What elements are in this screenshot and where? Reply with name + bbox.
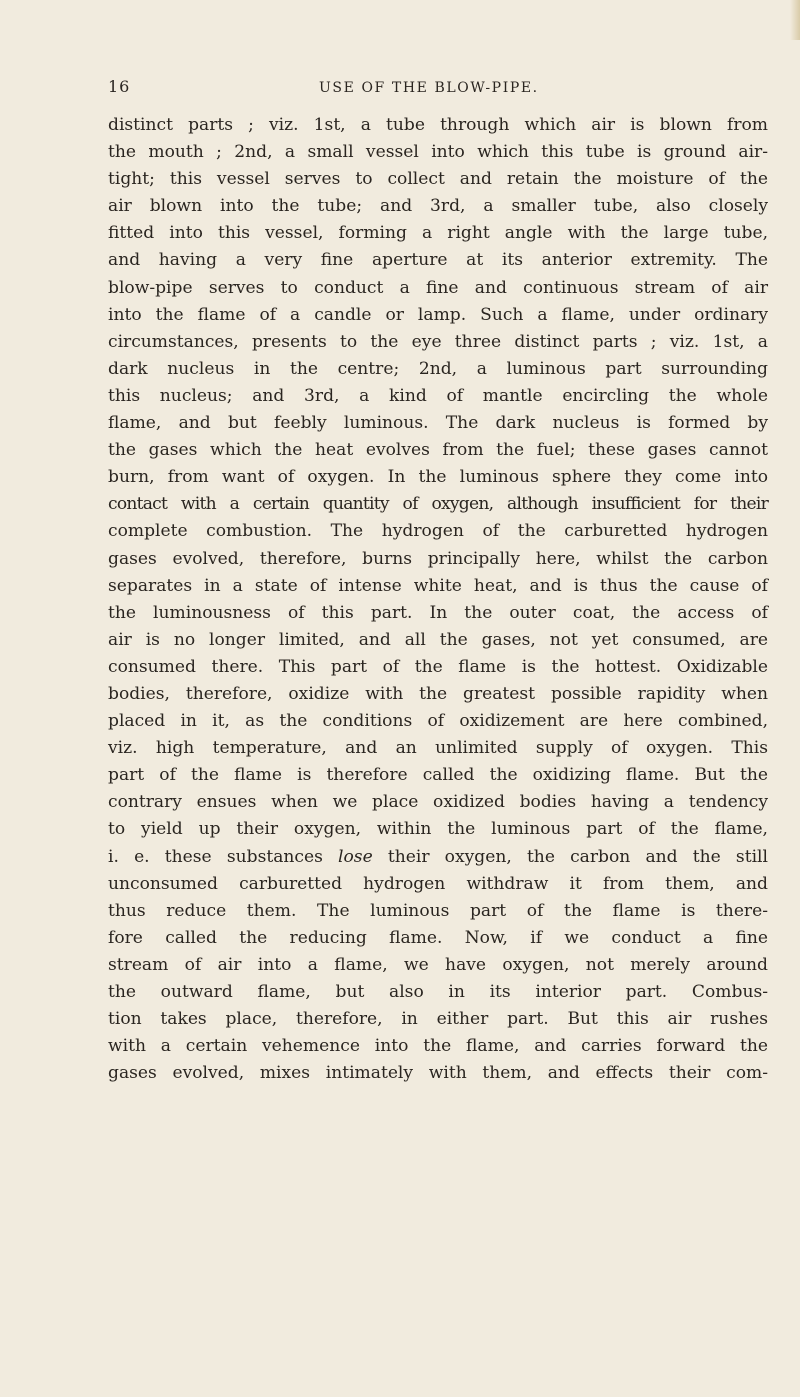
text-line: the luminousness of this part. In the outer coat, the access of xyxy=(108,602,768,623)
text-line: air blown into the tube; and 3rd, a smaller tube, also closely xyxy=(108,196,768,217)
italic-word: lose xyxy=(338,846,373,867)
running-head: USE OF THE BLOW-PIPE. xyxy=(319,80,539,96)
text-line: gases evolved, mixes intimately with them, and effects their com- xyxy=(108,1063,768,1084)
text-line: thus reduce them. The luminous part of the flame is there- xyxy=(108,900,768,921)
text-line: tion takes place, therefore, in either part. But this air rushes xyxy=(108,1009,768,1030)
body-text xyxy=(108,112,768,1087)
text-line: fore called the reducing flame. Now, if we conduct a fine xyxy=(108,927,768,948)
text-line: part of the flame is therefore called the oxidizing flame. But the xyxy=(108,765,768,786)
text-line: circumstances, presents to the eye three distinct parts ; viz. 1st, a xyxy=(108,331,768,352)
text-line: dark nucleus in the centre; 2nd, a luminous part surrounding xyxy=(108,358,768,379)
text-line: contrary ensues when we place oxidized bodies having a tendency xyxy=(108,792,768,813)
text-line: the mouth ; 2nd, a small vessel into which this tube is ground air- xyxy=(108,142,768,163)
text-line: contact with a certain quantity of oxygen, although insufficient for their xyxy=(108,494,768,515)
text-line: unconsumed carburetted hydrogen withdraw it from them, and xyxy=(108,873,768,894)
page-edge-stain xyxy=(790,0,800,40)
text-line: bodies, therefore, oxidize with the greatest possible rapidity when xyxy=(108,683,768,704)
text-line: gases evolved, therefore, burns principally here, whilst the carbon xyxy=(108,548,768,569)
text-segment: i. e. these substances xyxy=(108,846,323,867)
text-line: fitted into this vessel, forming a right angle with the large tube, xyxy=(108,223,768,244)
text-line: tight; this vessel serves to collect and retain the moisture of the xyxy=(108,169,768,190)
text-line: and having a very fine aperture at its anterior extremity. The xyxy=(108,250,768,271)
text-line: air is no longer limited, and all the gases, not yet consumed, are xyxy=(108,629,768,650)
text-line: burn, from want of oxygen. In the luminous sphere they come into xyxy=(108,467,768,488)
text-line: consumed there. This part of the flame is the hottest. Oxidizable xyxy=(108,656,768,677)
text-line: placed in it, as the conditions of oxidizement are here combined, xyxy=(108,711,768,732)
text-segment: their oxygen, the carbon and the still xyxy=(387,846,768,867)
text-line: this nucleus; and 3rd, a kind of mantle encircling the whole xyxy=(108,385,768,406)
text-line: to yield up their oxygen, within the luminous part of the flame, xyxy=(108,819,768,840)
text-line: separates in a state of intense white heat, and is thus the cause of xyxy=(108,575,768,596)
text-line: the gases which the heat evolves from the fuel; these gases cannot xyxy=(108,440,768,461)
text-line: distinct parts ; viz. 1st, a tube through which air is blown from xyxy=(108,115,768,135)
text-line: the outward flame, but also in its interior part. Combus- xyxy=(108,982,768,1002)
page-number: 16 xyxy=(108,77,131,96)
text-line: viz. high temperature, and an unlimited supply of oxygen. This xyxy=(108,738,768,759)
text-line: flame, and but feebly luminous. The dark nucleus is formed by xyxy=(108,413,768,434)
text-line: blow-pipe serves to conduct a fine and continuous stream of air xyxy=(108,277,768,298)
text-line: stream of air into a flame, we have oxygen, not merely around xyxy=(108,954,768,975)
text-line-with-italic xyxy=(108,844,768,871)
text-line: with a certain vehemence into the flame, and carries forward the xyxy=(108,1036,768,1057)
text-line: into the flame of a candle or lamp. Such a flame, under ordinary xyxy=(108,304,768,325)
text-line: complete combustion. The hydrogen of the carburetted hydrogen xyxy=(108,521,768,542)
